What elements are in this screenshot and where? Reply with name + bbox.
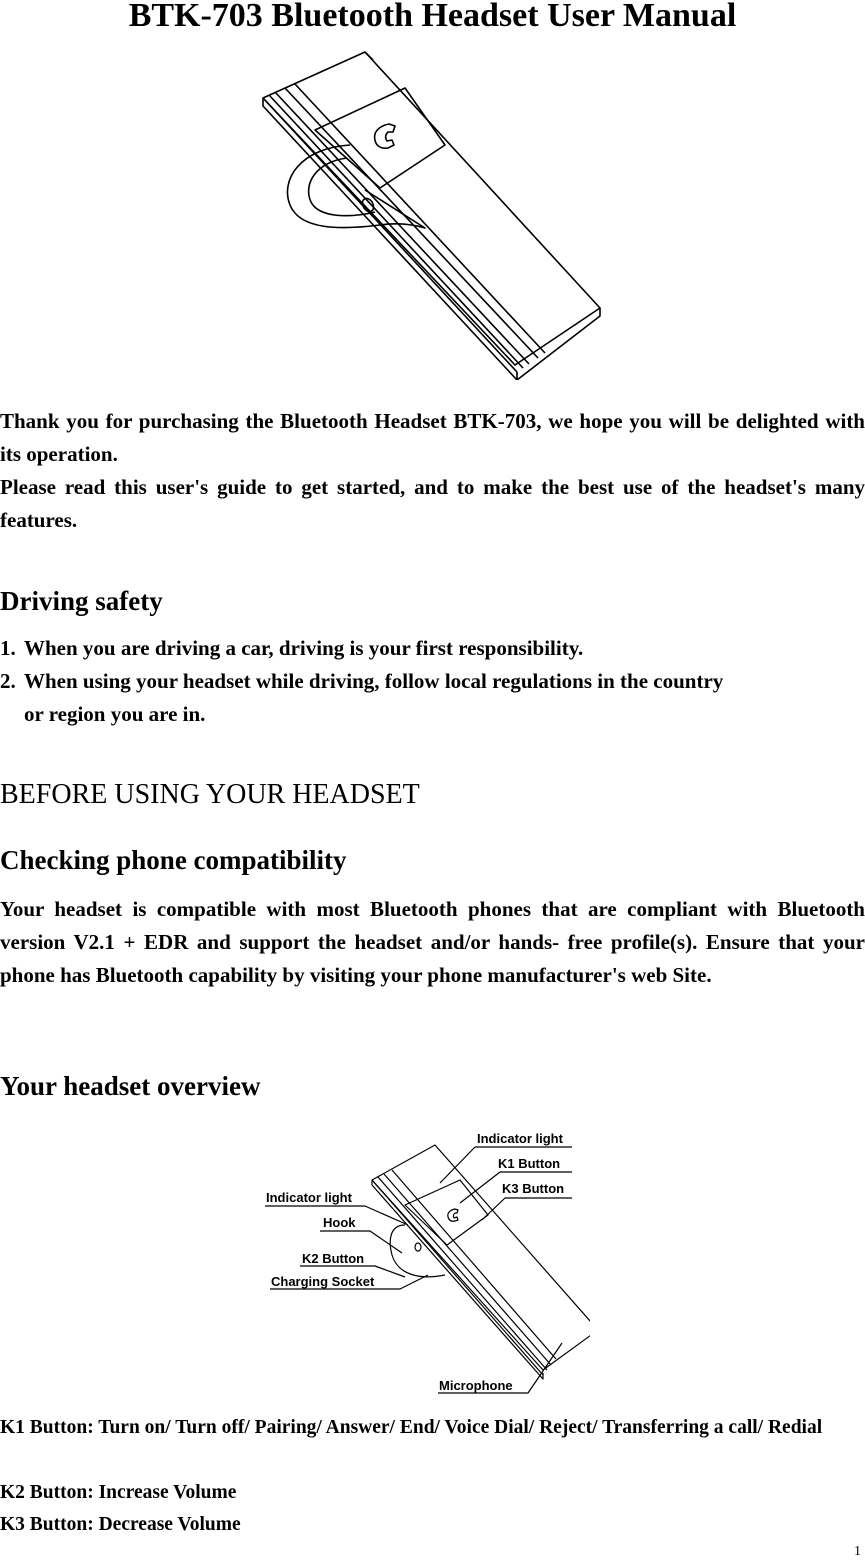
indicator-light-dot bbox=[360, 196, 376, 213]
label-k3-button: K3 Button bbox=[502, 1181, 565, 1196]
k1-button-description: K1 Button: Turn on/ Turn off/ Pairing/ Answer/ End/ Voice Dial/ Reject/ Transferring a call/ Redial bbox=[0, 1417, 823, 1438]
compatibility-heading: Checking phone compatibility bbox=[0, 845, 347, 875]
label-charging-socket: Charging Socket bbox=[271, 1274, 375, 1289]
overview-heading: Your headset overview bbox=[0, 1071, 261, 1101]
headset-body bbox=[372, 1145, 590, 1370]
label-indicator-light-top: Indicator light bbox=[477, 1131, 563, 1146]
headset-illustration bbox=[255, 40, 615, 380]
before-using-heading: BEFORE USING YOUR HEADSET bbox=[0, 779, 420, 810]
phone-icon bbox=[375, 124, 395, 148]
list-text: When you are driving a car, driving is your first responsibility. bbox=[24, 636, 584, 660]
list-text-continuation: or region you are in. bbox=[24, 702, 206, 726]
driving-safety-heading: Driving safety bbox=[0, 586, 163, 616]
phone-icon bbox=[448, 1209, 458, 1221]
list-item bbox=[0, 632, 865, 665]
label-microphone: Microphone bbox=[439, 1378, 513, 1393]
k2-button-description: K2 Button: Increase Volume bbox=[0, 1482, 237, 1503]
intro-paragraph-2: Please read this user's guide to get started, and to make the best use of the headset's many features. bbox=[0, 475, 865, 532]
page-title: BTK-703 Bluetooth Headset User Manual bbox=[128, 0, 737, 34]
list-number: 2. bbox=[0, 669, 16, 693]
list-number: 1. bbox=[0, 636, 16, 660]
headset-body bbox=[263, 52, 600, 365]
label-indicator-light-left: Indicator light bbox=[266, 1190, 352, 1205]
intro-paragraph-1: Thank you for purchasing the Bluetooth Headset BTK-703, we hope you will be delighted with its operation. bbox=[0, 409, 865, 466]
compatibility-paragraph: Your headset is compatible with most Bluetooth phones that are compliant with Bluetooth version V2.1 + EDR and support the headset and/or hands- free profile(s). Ensure that your phone has Bluetooth capability by visiting your phone manufacturer's web Site. bbox=[0, 897, 865, 987]
list-text: When using your headset while driving, follow local regulations in the country bbox=[24, 669, 724, 693]
page-number: 1 bbox=[854, 1544, 861, 1559]
list-item bbox=[0, 665, 865, 731]
indicator-light-dot bbox=[415, 1243, 421, 1251]
headset-overview-diagram bbox=[260, 1125, 590, 1400]
callout-line bbox=[482, 1198, 572, 1220]
label-hook: Hook bbox=[323, 1215, 356, 1230]
label-k2-button: K2 Button bbox=[302, 1251, 365, 1266]
k3-button-description: K3 Button: Decrease Volume bbox=[0, 1514, 241, 1535]
label-k1-button: K1 Button bbox=[498, 1156, 561, 1171]
